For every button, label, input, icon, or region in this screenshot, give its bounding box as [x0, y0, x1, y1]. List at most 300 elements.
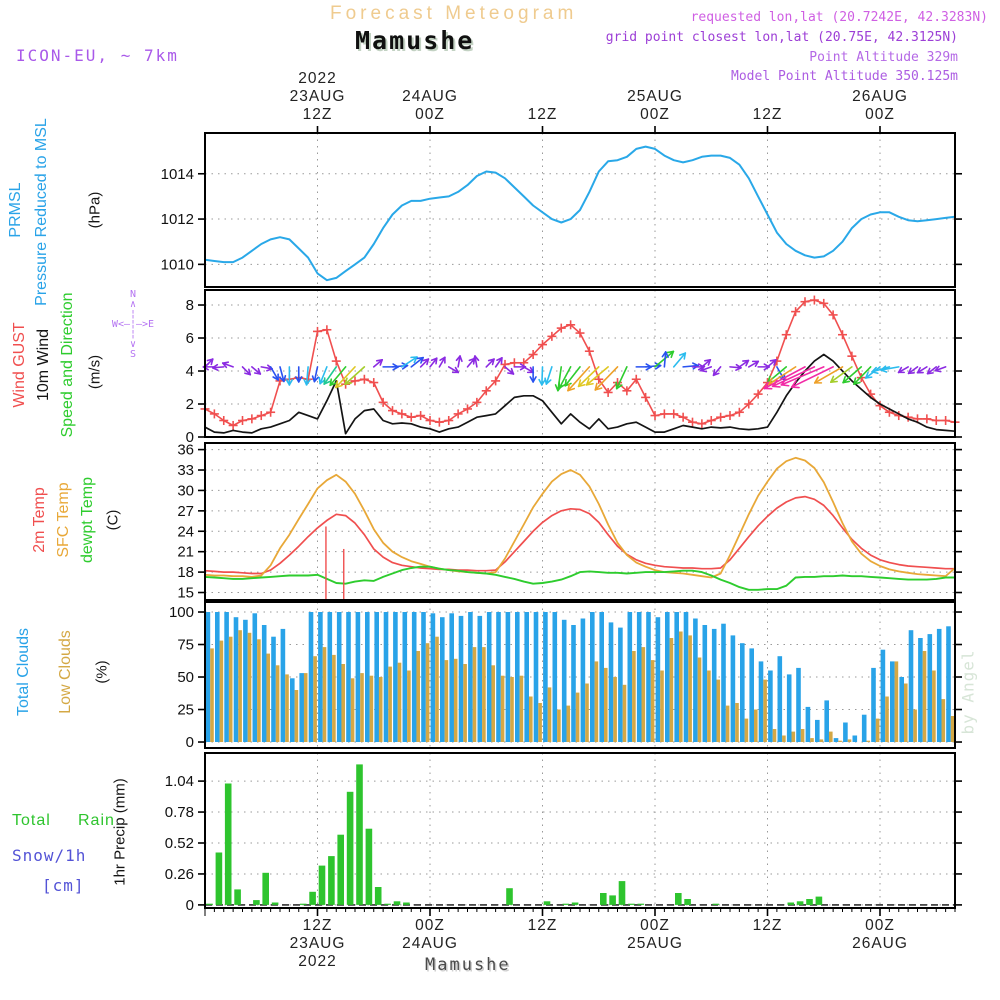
bar [426, 643, 430, 742]
wind-arrow [702, 360, 710, 367]
bar [412, 612, 417, 742]
clouds-unit: (%) [93, 660, 111, 684]
bar [215, 612, 220, 742]
bar [895, 661, 899, 742]
bar [679, 632, 683, 743]
bar [341, 664, 345, 742]
bar [581, 619, 586, 743]
wind-arrow [616, 367, 627, 389]
wind-arrow [449, 367, 459, 373]
model-name: ICON-EU, ~ 7km [16, 46, 179, 65]
y-tick-label: 6 [185, 330, 194, 348]
bar [707, 671, 711, 743]
bar [468, 612, 473, 742]
bar [538, 703, 542, 742]
bar [398, 663, 402, 742]
time-label: 12Z [302, 106, 333, 123]
y-tick-label: 4 [185, 363, 194, 381]
bar [942, 699, 946, 742]
bar [510, 677, 514, 742]
wind-compass-icon: N ∧ ¦ W<–¦–>E ¦ ∨ S [111, 289, 155, 360]
bar [806, 707, 811, 742]
bar [731, 635, 736, 742]
pressure-label-long: Pressure Reduced to MSL [33, 118, 50, 306]
y-tick-label: 50 [177, 669, 194, 687]
time-label: 00Z [415, 917, 445, 934]
panel-precip [165, 753, 962, 914]
time-label: 25AUG [627, 935, 683, 952]
bar [853, 736, 858, 743]
wind-arrow [286, 367, 292, 385]
bar [529, 697, 533, 743]
station-title: Mamushe [355, 26, 475, 55]
bar [394, 901, 401, 905]
wind-arrow [313, 367, 319, 382]
bar [206, 612, 211, 742]
bar [478, 616, 483, 742]
time-label: 00Z [865, 106, 895, 123]
wind-dir-label: Speed and Direction [59, 292, 76, 438]
gust-markers [201, 296, 960, 430]
bar [797, 901, 804, 905]
wind-10m-label: 10m Wind [35, 328, 52, 402]
bar [276, 665, 280, 742]
low-clouds-label: Low Clouds [57, 630, 74, 714]
bar [848, 739, 852, 742]
grid-point-coords: grid point closest lon,lat (20.75E, 42.3125N) [605, 30, 958, 45]
panel-temp [177, 442, 962, 602]
bar [234, 617, 239, 742]
wind-arrow [439, 357, 445, 367]
wind-arrow [374, 360, 382, 367]
bar [623, 685, 627, 742]
bar [768, 671, 773, 743]
bar [829, 732, 833, 742]
bar [487, 612, 492, 742]
wind-arrow [213, 365, 224, 371]
bar [726, 706, 730, 742]
wind-arrow [330, 367, 345, 385]
y-tick-label: 33 [177, 462, 194, 480]
wind-arrow [899, 367, 909, 373]
time-label: 12Z [752, 917, 783, 934]
bar [309, 612, 314, 742]
bar [885, 697, 889, 743]
bar [515, 612, 520, 742]
bar [571, 625, 576, 742]
bar [867, 741, 871, 742]
bar [384, 612, 389, 742]
total-rain-bars [206, 764, 822, 905]
bar [351, 678, 355, 742]
bar [454, 659, 458, 742]
bar [693, 619, 698, 743]
y-tick-label: 0.52 [164, 835, 194, 852]
bar [496, 612, 501, 742]
wind-arrow [271, 367, 279, 380]
bar [347, 792, 354, 905]
wind-arrow [402, 357, 417, 367]
wind-arrow [674, 353, 686, 367]
footer-station: Mamushe [425, 955, 511, 975]
time-label: 26AUG [852, 88, 908, 105]
y-tick-label: 1014 [160, 165, 194, 183]
temp-sfc-label: SFC Temp [55, 482, 72, 558]
bar [473, 647, 477, 742]
wind-gust-label: Wind GUST [11, 322, 28, 408]
time-label: 00Z [640, 917, 670, 934]
y-tick-label: 1010 [160, 256, 194, 274]
bar [243, 620, 248, 742]
bar [323, 647, 327, 742]
bar [609, 622, 614, 742]
bar [698, 658, 702, 743]
bar [431, 613, 436, 742]
time-label: 12Z [527, 106, 558, 123]
bar [637, 612, 642, 742]
bar [876, 719, 880, 742]
bar [609, 895, 616, 905]
y-tick-label: 30 [177, 482, 194, 500]
bar [684, 899, 691, 905]
y-tick-label: 27 [177, 502, 194, 520]
wind-arrow [909, 367, 918, 373]
bar [300, 904, 307, 905]
bar [313, 656, 317, 742]
bar [890, 661, 895, 742]
bar [501, 676, 505, 742]
bar [262, 625, 267, 742]
bar [572, 903, 579, 905]
bar [773, 729, 777, 742]
time-label: 23AUG [289, 88, 346, 105]
bar [416, 651, 420, 742]
wind-arrow [252, 367, 260, 374]
bar [951, 716, 955, 742]
y-tick-label: 100 [168, 604, 194, 622]
bar [646, 612, 651, 742]
bar [713, 904, 720, 905]
bar [590, 612, 595, 742]
bar [563, 904, 570, 905]
y-tick-label: 75 [177, 636, 194, 654]
bar [544, 901, 551, 905]
wind-arrow [524, 367, 534, 373]
y-tick-label: 25 [177, 701, 194, 719]
bar [820, 739, 824, 742]
bar [618, 628, 623, 742]
bar [806, 899, 813, 905]
bar [721, 624, 726, 742]
bar [788, 903, 795, 905]
bar [388, 667, 392, 742]
bar [703, 625, 708, 742]
bar [346, 612, 351, 742]
bar [253, 900, 260, 905]
y-tick-label: 24 [177, 523, 194, 541]
wind-arrow [496, 358, 502, 367]
wind-arrow [539, 367, 545, 385]
bar [824, 700, 829, 742]
bar [328, 856, 335, 905]
bar [567, 706, 571, 742]
wind-unit: (m/s) [86, 354, 104, 390]
time-label: 00Z [865, 917, 895, 934]
bar [393, 612, 398, 742]
bar [210, 648, 214, 742]
bar [379, 677, 383, 742]
time-label: 2022 [298, 953, 337, 970]
bar [792, 732, 796, 742]
bar [356, 764, 363, 905]
requested-coords: requested lon,lat (20.7242E, 42.3283N) [690, 10, 988, 25]
bar [628, 612, 633, 742]
time-label: 12Z [527, 917, 558, 934]
bar [463, 664, 467, 742]
bar [374, 612, 379, 742]
bar [745, 719, 749, 742]
bar [688, 635, 692, 742]
bar [801, 729, 805, 742]
bar [266, 654, 270, 742]
total-clouds-label: Total Clouds [15, 627, 32, 717]
bar [754, 710, 758, 743]
bar [337, 835, 344, 905]
bar [651, 660, 655, 742]
bar [262, 873, 269, 905]
bar [557, 710, 561, 743]
rain-label-total: Total [12, 812, 51, 829]
bar [600, 893, 607, 905]
bar [871, 668, 876, 742]
wind-arrow [456, 356, 461, 367]
temp-dewpt-label: dewpt Temp [79, 477, 96, 563]
bar [810, 738, 814, 742]
precip-unit: 1hr Precip (mm) [111, 778, 129, 886]
bar [675, 893, 682, 905]
bar [946, 626, 951, 742]
bar [763, 680, 767, 742]
bar [375, 887, 382, 905]
bar [923, 651, 927, 742]
bar [403, 903, 410, 905]
panel-pressure [161, 133, 962, 287]
wind-arrow [749, 361, 759, 367]
bar [759, 661, 764, 742]
bar [834, 738, 839, 742]
bar [838, 741, 842, 742]
bar [206, 904, 213, 905]
bar [403, 612, 408, 742]
bar [290, 678, 295, 742]
bar [234, 889, 241, 905]
pressure-label-prmsl: PRMSL [7, 182, 24, 238]
bar [384, 904, 391, 905]
y-tick-label: 1.04 [164, 773, 194, 791]
bar [904, 684, 908, 743]
bar [638, 904, 645, 905]
bar [787, 674, 792, 742]
bar [918, 638, 923, 742]
y-tick-label: 0 [185, 429, 194, 446]
bar [628, 904, 635, 905]
bar [421, 612, 426, 742]
bar [562, 620, 567, 742]
bar [843, 723, 848, 743]
time-label: 23AUG [289, 935, 346, 952]
bar [548, 687, 552, 742]
bar [749, 648, 754, 742]
y-tick-label: 21 [177, 543, 194, 561]
wind-arrow [505, 367, 513, 374]
bar [216, 853, 223, 905]
bar [524, 612, 529, 742]
bar [459, 616, 464, 742]
time-label: 00Z [415, 106, 445, 123]
bar [271, 637, 276, 742]
bar [449, 613, 454, 742]
snow-label: Snow/1h [12, 846, 87, 865]
bar [285, 674, 289, 742]
y-tick-label: 1012 [160, 211, 194, 229]
y-tick-label: 0.26 [164, 865, 194, 883]
bar [660, 671, 664, 743]
time-label: 12Z [302, 917, 333, 934]
plot-title: Forecast Meteogram [330, 3, 578, 24]
bar [407, 671, 411, 743]
bar [665, 612, 670, 742]
time-label: 25AUG [627, 88, 683, 105]
panel-clouds [169, 602, 962, 751]
bar [491, 665, 495, 742]
bar [619, 881, 626, 905]
time-label: 00Z [640, 106, 670, 123]
bar [482, 647, 486, 742]
bar [740, 643, 745, 742]
panel-wind [186, 290, 962, 446]
point-altitude: Point Altitude 329m [809, 50, 958, 65]
wind-arrow [243, 367, 251, 375]
wind-arrow [486, 359, 494, 367]
bar [599, 612, 604, 742]
bar [229, 637, 233, 742]
bar [272, 903, 279, 905]
bar [712, 629, 717, 742]
bar [534, 612, 539, 742]
time-label: 24AUG [402, 88, 458, 105]
bar [642, 647, 646, 742]
wind-arrow [918, 367, 927, 373]
bar [881, 650, 886, 742]
y-tick-label: 8 [185, 297, 194, 315]
temp-unit: (C) [104, 509, 122, 531]
bar [782, 736, 786, 743]
bar [815, 720, 820, 742]
bar [717, 680, 721, 742]
y-tick-label: 36 [177, 441, 194, 459]
wind-arrow [430, 358, 437, 367]
bar [937, 629, 942, 742]
bar [248, 633, 252, 742]
bar [309, 892, 316, 905]
bar [796, 668, 801, 742]
panel-border [205, 753, 955, 908]
bar [506, 612, 511, 742]
bar [225, 784, 232, 905]
bar [543, 612, 548, 742]
bar [370, 676, 374, 742]
bar [440, 617, 445, 742]
wind-arrow [683, 363, 698, 369]
bar [224, 612, 229, 742]
bar [932, 671, 936, 743]
bar [595, 661, 599, 742]
bar [520, 676, 524, 742]
bar [257, 639, 261, 742]
bar [328, 612, 333, 742]
bar [816, 897, 823, 905]
bar [909, 630, 914, 742]
snow-unit-label: [cm] [42, 876, 85, 895]
y-tick-label: 18 [177, 564, 194, 582]
bar [670, 638, 674, 742]
bar [365, 612, 370, 742]
bar [899, 677, 904, 742]
bar [281, 629, 286, 742]
bar [576, 693, 580, 742]
wind-arrow [280, 367, 286, 381]
bar [360, 673, 364, 742]
y-tick-label: 0 [185, 896, 194, 914]
bar [318, 612, 323, 742]
bar [928, 634, 933, 742]
bar [435, 637, 439, 742]
bar [356, 612, 361, 742]
bar [445, 660, 449, 742]
bar [632, 651, 636, 742]
bar [585, 684, 589, 743]
bar [253, 613, 258, 742]
time-label: 24AUG [402, 935, 458, 952]
temp-2m-label: 2m Temp [31, 487, 48, 553]
bar [299, 673, 304, 742]
y-tick-label: 0.78 [164, 804, 194, 822]
bar [862, 715, 867, 742]
bar [674, 612, 679, 742]
bar [684, 612, 689, 742]
bar [656, 617, 661, 742]
bar [913, 710, 917, 743]
bar [506, 888, 513, 905]
y-tick-label: 2 [185, 396, 194, 414]
wind-arrow [739, 361, 748, 367]
pressure-unit: (hPa) [86, 191, 104, 229]
bar [220, 641, 224, 742]
bar [613, 677, 617, 742]
model-point-altitude: Model Point Altitude 350.125m [731, 69, 958, 84]
rain-label-rain: Rain [78, 812, 115, 829]
y-tick-label: 15 [177, 584, 194, 602]
bar [735, 703, 739, 742]
bar [778, 656, 783, 742]
wind-direction-arrows [203, 351, 945, 390]
wind-arrow [565, 367, 580, 386]
bar [238, 630, 242, 742]
bar [295, 690, 299, 742]
bar [304, 673, 308, 742]
time-label: 2022 [298, 70, 337, 87]
time-label: 26AUG [852, 935, 908, 952]
